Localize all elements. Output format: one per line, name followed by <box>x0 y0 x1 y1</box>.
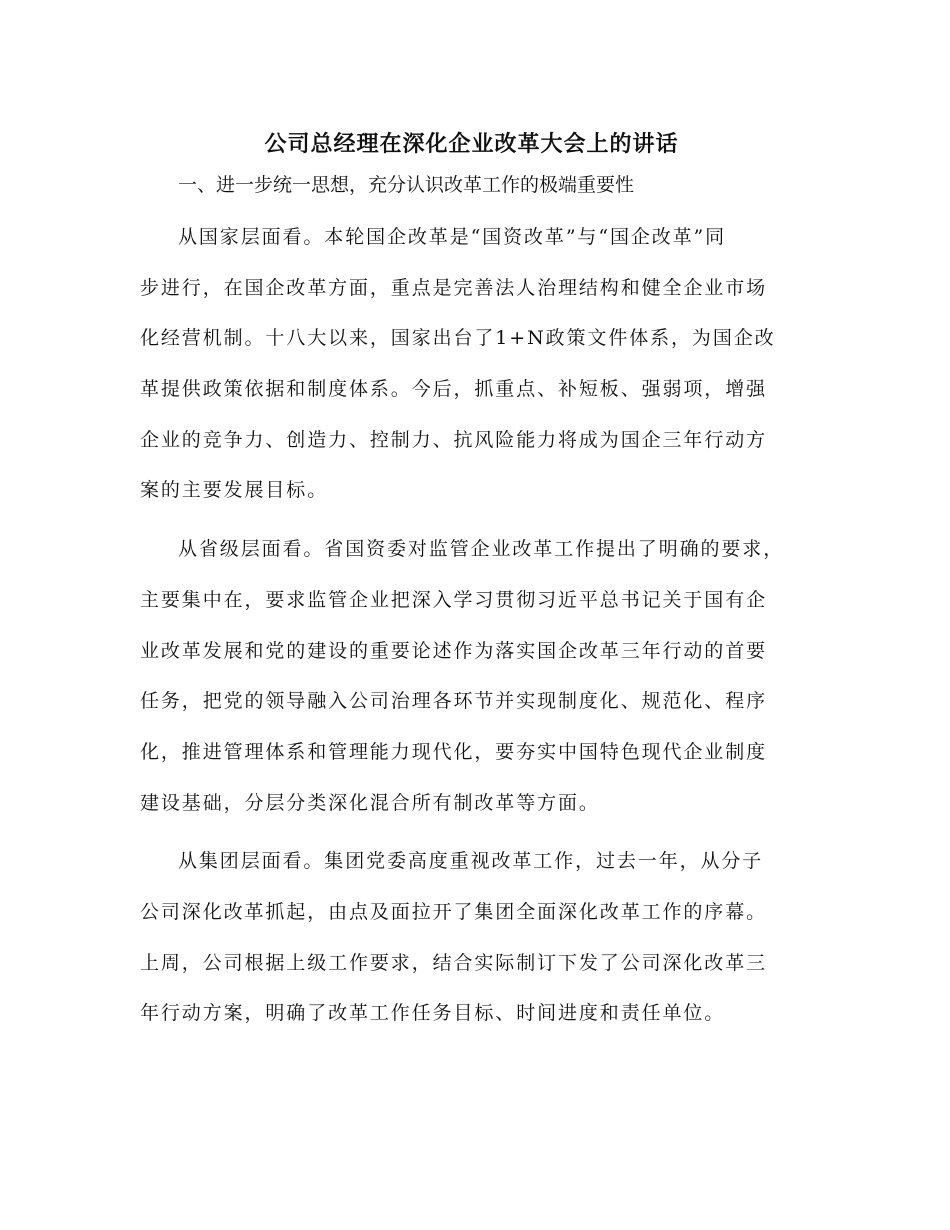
paragraph-line: 年行动方案，明确了改革工作任务目标、时间进度和责任单位。 <box>140 1002 726 1025</box>
paragraph-line: 任务，把党的领导融入公司治理各环节并实现制度化、规范化、程序 <box>140 690 768 713</box>
paragraph-line: 从国家层面看。本轮国企改革是“国资改革”与“国企改革”同 <box>178 226 727 248</box>
paragraph-line: 步进行，在国企改革方面，重点是完善法人治理结构和健全企业市场 <box>140 276 768 299</box>
paragraph-line: 从省级层面看。省国资委对监管企业改革工作提出了明确的要求， <box>178 538 785 561</box>
paragraph-line: 业改革发展和党的建设的重要论述作为落实国企改革三年行动的首要 <box>140 639 768 662</box>
document-title: 公司总经理在深化企业改革大会上的讲话 <box>264 130 679 157</box>
paragraph-line: 建设基础，分层分类深化混合所有制改革等方面。 <box>140 791 600 814</box>
document-body <box>140 166 803 1039</box>
section-heading: 一、进一步统一思想，充分认识改革工作的极端重要性 <box>178 174 635 196</box>
paragraph-line: 化，推进管理体系和管理能力现代化，要夯实中国特色现代企业制度 <box>140 740 768 763</box>
paragraph-line: 公司深化改革抓起，由点及面拉开了集团全面深化改革工作的序幕。 <box>140 900 768 923</box>
paragraph-line: 化经营机制。十八大以来，国家出台了1+N政策文件体系，为国企改 <box>140 327 776 350</box>
paragraph-line: 企业的竞争力、创造力、控制力、抗风险能力将成为国企三年行动方 <box>140 428 768 451</box>
paragraph-group-level <box>140 828 803 1039</box>
paragraph-line: 上周，公司根据上级工作要求，结合实际制订下发了公司深化改革三 <box>140 951 768 974</box>
paragraph-line: 从集团层面看。集团党委高度重视改革工作，过去一年，从分子 <box>178 850 764 873</box>
paragraph-line: 案的主要发展目标。 <box>140 479 329 502</box>
paragraph-national-level <box>140 204 803 516</box>
paragraph-line: 革提供政策依据和制度体系。今后，抓重点、补短板、强弱项，增强 <box>140 378 768 401</box>
paragraph-line: 主要集中在，要求监管企业把深入学习贯彻习近平总书记关于国有企 <box>140 588 768 611</box>
paragraph-provincial-level <box>140 516 803 828</box>
